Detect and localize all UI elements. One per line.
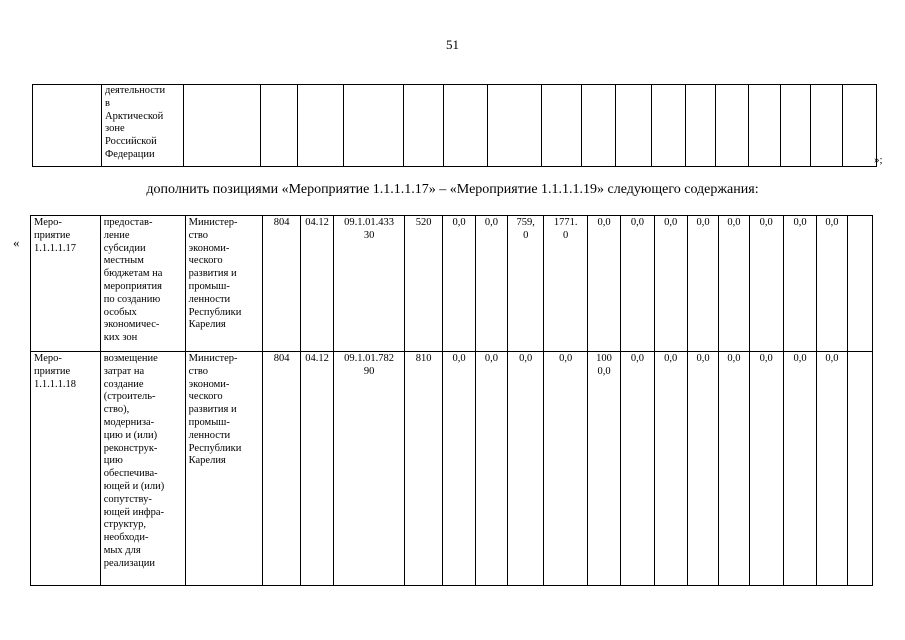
value-cell: 0,0 [749, 216, 783, 352]
value-cell: 0,0 [544, 352, 587, 586]
value-cell: 0,0 [783, 352, 816, 586]
vr-code: 810 [404, 352, 442, 586]
value-cell: 1771. 0 [544, 216, 587, 352]
top-table-fragment [32, 84, 877, 167]
csr-code: 09.1.01.782 90 [334, 352, 405, 586]
grbs-code: 804 [263, 216, 300, 352]
value-cell: 0,0 [719, 352, 749, 586]
value-cell: 0,0 [749, 352, 783, 586]
value-cell: 0,0 [475, 216, 507, 352]
measures-table [30, 215, 873, 586]
page-number: 51 [446, 37, 459, 52]
value-cell: 0,0 [621, 352, 654, 586]
top-cell-fragment: деятельности в Арктической зоне Российской Федерации [102, 85, 184, 167]
csr-code: 09.1.01.433 30 [334, 216, 405, 352]
value-cell: 0,0 [475, 352, 507, 586]
value-cell: 0,0 [817, 216, 847, 352]
value-cell: 0,0 [687, 352, 718, 586]
rzpr-code: 04.12 [300, 352, 333, 586]
amendment-sentence: дополнить позициями «Мероприятие 1.1.1.1.17» – «Мероприятие 1.1.1.1.19» следующего содержания: [146, 182, 759, 197]
table-row [31, 216, 873, 352]
value-cell: 0,0 [443, 216, 475, 352]
table-row [31, 352, 873, 586]
value-cell: 0,0 [783, 216, 816, 352]
vr-code: 520 [404, 216, 442, 352]
measure-description: возмещение затрат на создание (строитель- ство), модерниза- цию и (или) реконструк- цию обеспечива- ющей и (или) сопутству- ющей инфра- структур, необходи- мых для реализации [100, 352, 185, 586]
measure-name: Меро- приятие 1.1.1.1.18 [31, 352, 101, 586]
measure-description: предостав- ление субсидии местным бюджетам на мероприятия по созданию особых экономичес- ких зон [100, 216, 185, 352]
value-cell: 0,0 [621, 216, 654, 352]
value-cell: 0,0 [654, 216, 687, 352]
top-cell-empty [33, 85, 102, 167]
measure-name: Меро- приятие 1.1.1.1.17 [31, 216, 101, 352]
rzpr-code: 04.12 [300, 216, 333, 352]
value-cell: 0,0 [654, 352, 687, 586]
opening-quote-mark: « [13, 235, 20, 250]
value-cell: 0,0 [719, 216, 749, 352]
closing-quote-mark: »; [874, 154, 883, 166]
value-cell: 0,0 [443, 352, 475, 586]
value-cell: 759, 0 [508, 216, 544, 352]
measure-executor: Министер- ство экономи- ческого развития и промыш- ленности Республики Карелия [185, 352, 263, 586]
value-cell: 100 0,0 [587, 352, 620, 586]
value-cell: 0,0 [687, 216, 718, 352]
value-cell: 0,0 [587, 216, 620, 352]
grbs-code: 804 [263, 352, 300, 586]
measure-executor: Министер- ство экономи- ческого развития и промыш- ленности Республики Карелия [185, 216, 263, 352]
value-cell: 0,0 [817, 352, 847, 586]
value-cell: 0,0 [508, 352, 544, 586]
